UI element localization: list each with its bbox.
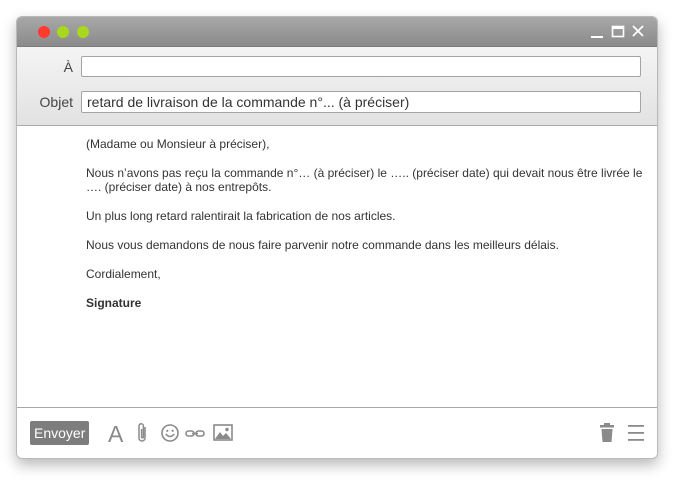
trash-icon[interactable] bbox=[598, 421, 616, 445]
body-paragraph: Nous n’avons pas reçu la commande n°… (à préciser) le ….. (préciser date) qui devait nous être livrée le …. (préciser date) à nos entrepôts. bbox=[86, 166, 643, 194]
minimize-icon[interactable] bbox=[589, 22, 605, 40]
body-paragraph: Nous vous demandons de nous faire parvenir notre commande dans les meilleurs délais. bbox=[86, 238, 559, 252]
minimize-dot-button[interactable] bbox=[57, 26, 69, 38]
signature: Signature bbox=[86, 296, 142, 310]
close-icon[interactable] bbox=[630, 22, 646, 40]
maximize-icon[interactable] bbox=[610, 22, 626, 40]
message-body[interactable] bbox=[86, 137, 646, 325]
message-header bbox=[17, 47, 657, 126]
svg-text:A: A bbox=[108, 421, 124, 445]
subject-input[interactable] bbox=[81, 91, 641, 113]
emoji-icon[interactable] bbox=[160, 421, 180, 445]
body-paragraph: Un plus long retard ralentirait la fabrication de nos articles. bbox=[86, 209, 396, 223]
close-dot-button[interactable] bbox=[38, 26, 50, 38]
to-label: À bbox=[63, 59, 73, 75]
attach-icon[interactable] bbox=[136, 421, 150, 445]
title-bar[interactable] bbox=[17, 17, 657, 47]
font-icon[interactable] bbox=[107, 421, 125, 445]
compose-toolbar bbox=[17, 407, 657, 459]
zoom-dot-button[interactable] bbox=[77, 26, 89, 38]
send-button[interactable]: Envoyer bbox=[30, 421, 89, 445]
mail-window bbox=[16, 16, 658, 459]
to-input[interactable] bbox=[81, 56, 641, 77]
link-icon[interactable] bbox=[185, 421, 205, 445]
body-paragraph: (Madame ou Monsieur à préciser), bbox=[86, 137, 270, 151]
image-icon[interactable] bbox=[213, 421, 233, 445]
body-paragraph: Cordialement, bbox=[86, 267, 161, 281]
subject-label: Objet bbox=[39, 94, 73, 110]
menu-icon[interactable] bbox=[627, 421, 645, 445]
